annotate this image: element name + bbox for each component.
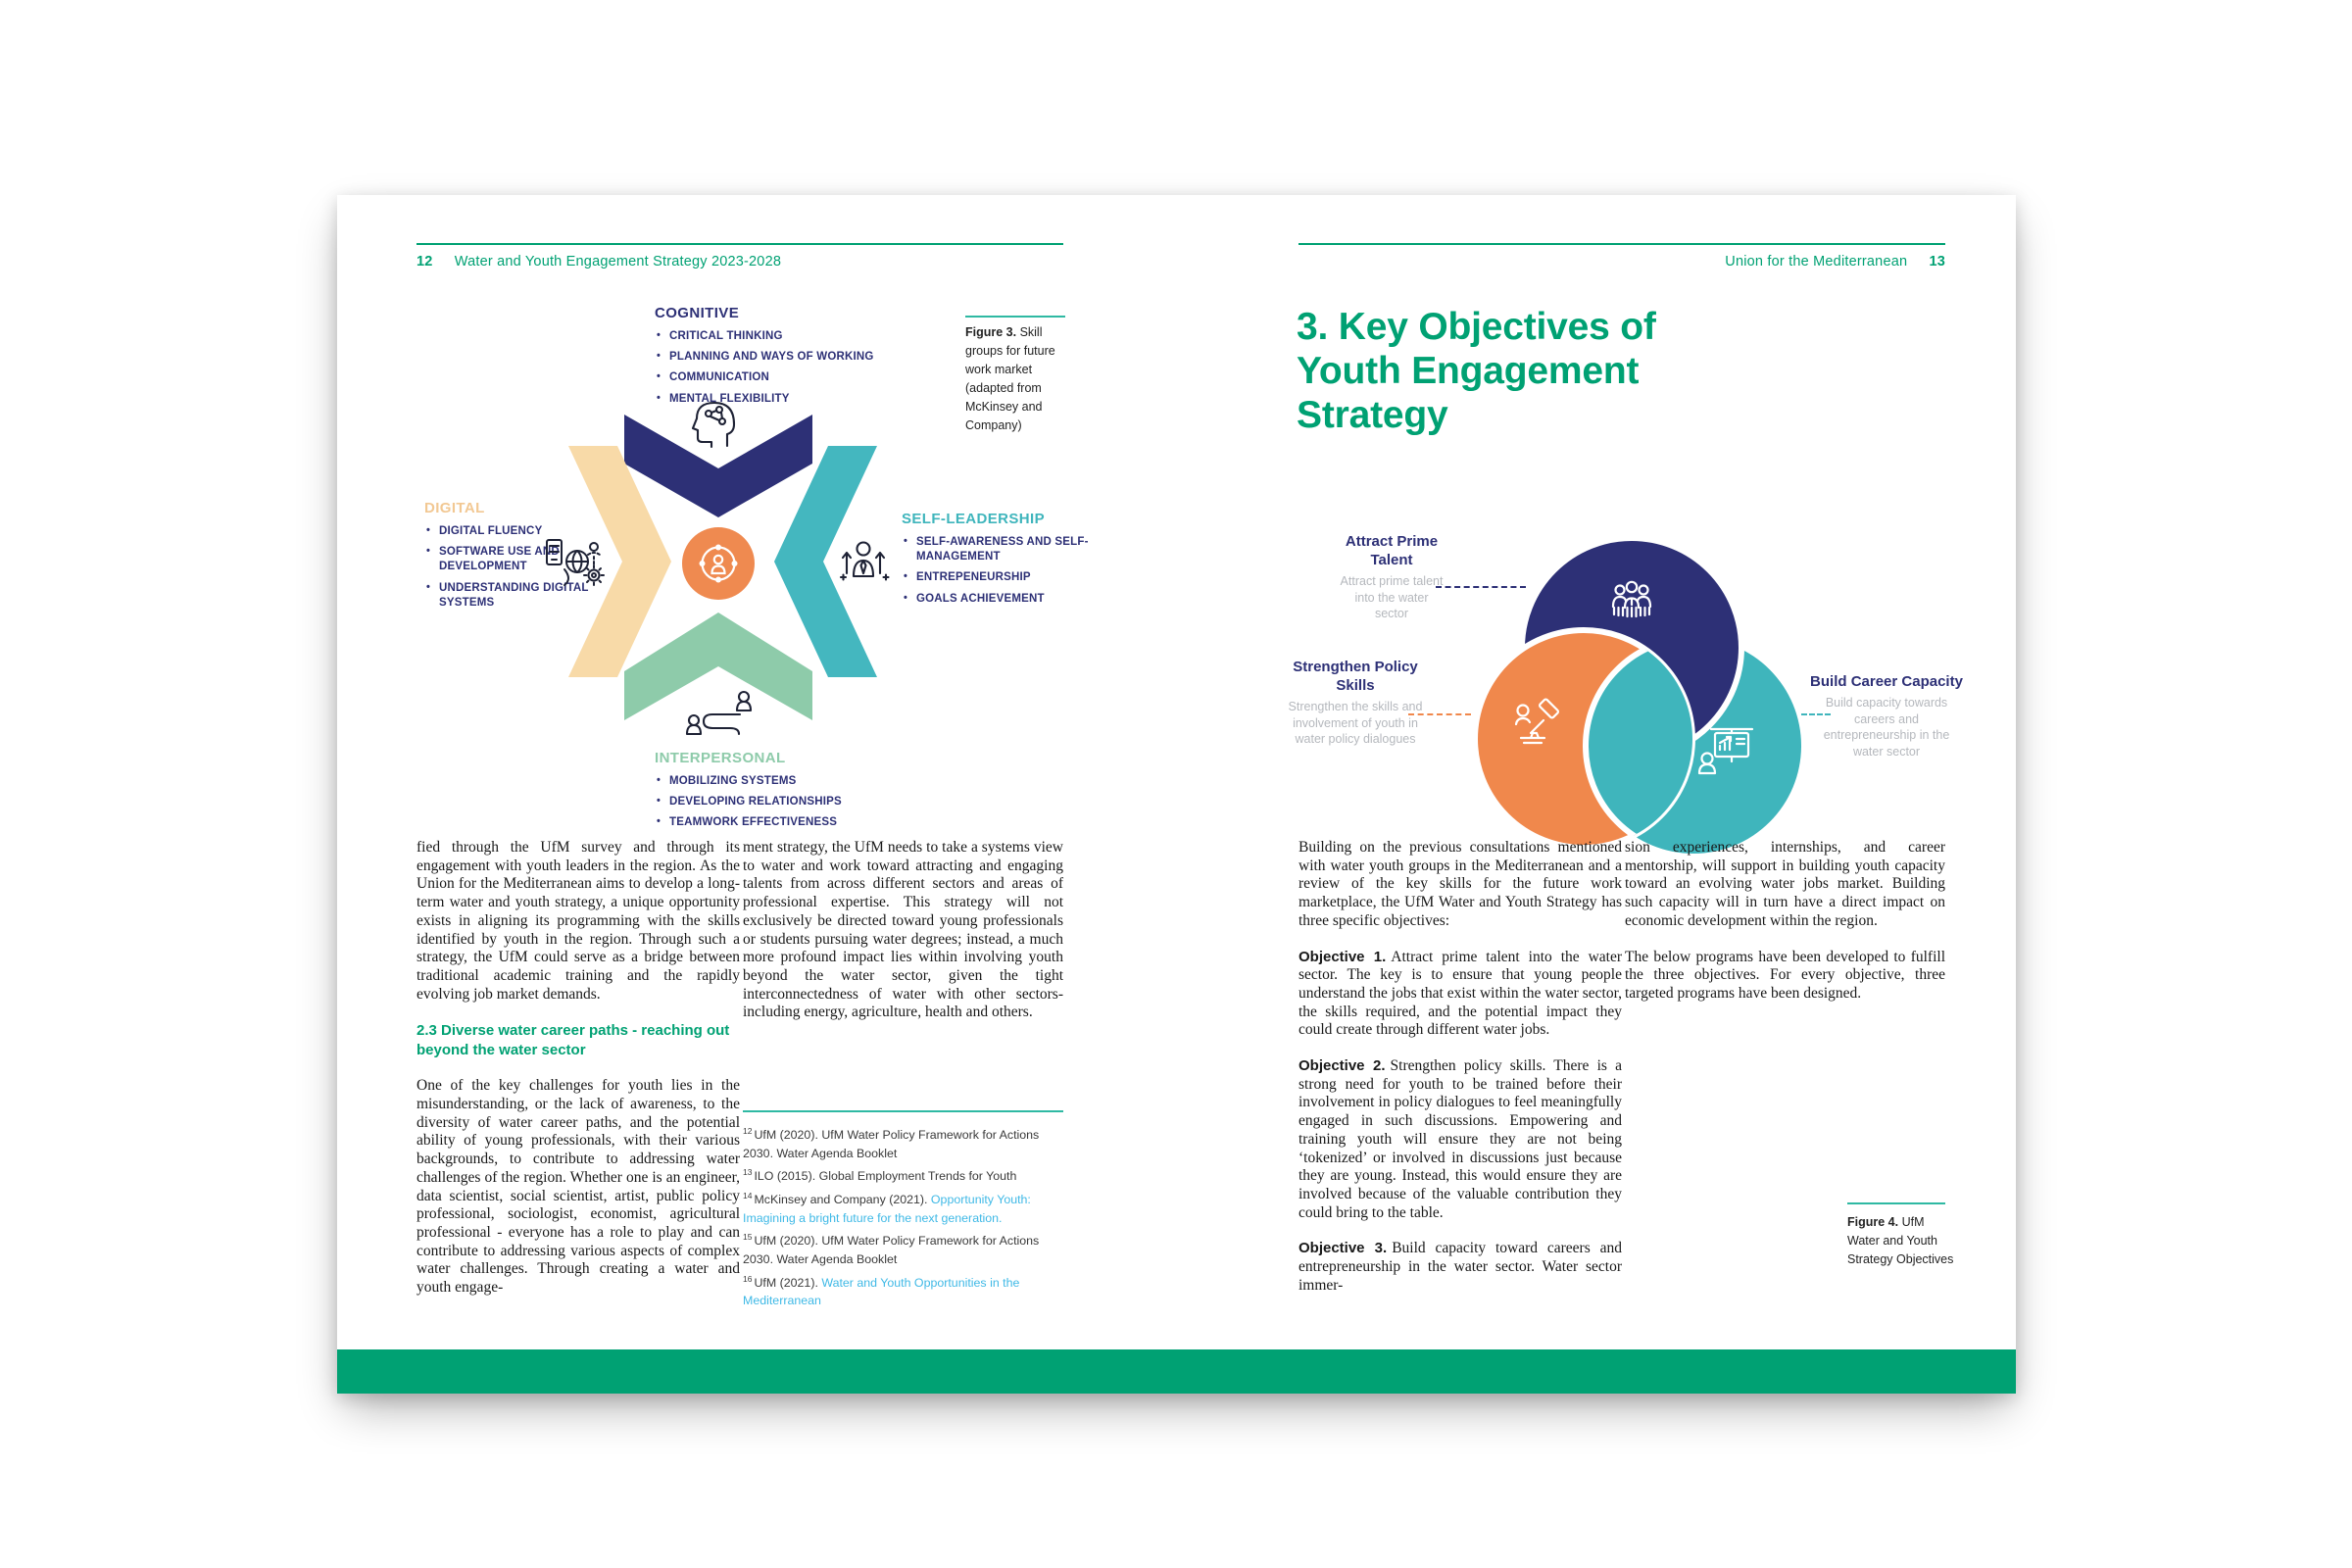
skill-item-label: CRITICAL THINKING: [669, 330, 783, 342]
footnote: [743, 1270, 1063, 1310]
chapter-title: 3. Key Objectives of Youth Engagement Strategy: [1297, 306, 1656, 436]
skill-item: [655, 350, 939, 365]
footnotes: [743, 1122, 1063, 1311]
venn-label-build: [1808, 672, 1965, 760]
body-paragraph: The below programs have been developed to fulfill the three objectives. For every objective, three targeted programs have been designed.: [1625, 948, 1945, 1002]
objective-paragraph: [1298, 949, 1622, 1041]
skill-item-label: TEAMWORK EFFECTIVENESS: [669, 816, 838, 829]
objective-label: Objective 2.: [1298, 1057, 1386, 1075]
objective-text: Build capacity toward careers and entrepreneurship in the water sector. Water sector immer-: [1298, 1240, 1622, 1294]
person-growth-icon: [841, 543, 889, 580]
right-header-rule: [1298, 243, 1945, 245]
venn-strengthen-sub: Strengthen the skills and involvement of youth in water policy dialogues: [1288, 700, 1423, 746]
footnote-number: 14: [743, 1191, 753, 1201]
figure4-rule: [1847, 1202, 1945, 1204]
venn-strengthen-title: Strengthen Policy Skills: [1293, 659, 1418, 694]
objective-paragraph: [1298, 1240, 1622, 1295]
skill-item: [655, 329, 939, 344]
figure3-text: Skill groups for future work market (adapted from McKinsey and Company): [965, 325, 1055, 432]
left-page-number: 12: [416, 254, 433, 270]
footnote-link[interactable]: Opportunity Youth: Imagining a bright future for the next generation.: [743, 1193, 1031, 1225]
body-paragraph: Building on the previous consultations mentioned with water youth groups in the Mediterranean and a review of the key skills for the future work marketplace, the UfM Water and Youth Strategy has three specific objectives:: [1298, 839, 1622, 929]
right-page-number: 13: [1929, 254, 1945, 270]
people-path-icon: [687, 692, 751, 734]
chevron-cognitive: [624, 415, 812, 517]
skill-item-label: SELF-AWARENESS AND SELF-MANAGEMENT: [916, 536, 1089, 564]
skill-item: [655, 795, 890, 809]
venn-attract-sub: Attract prime talent into the water sector: [1340, 574, 1444, 620]
objective-text: Strengthen policy skills. There is a strong need for youth to be trained before their involvement in policy dialogues to feel meaningfully engaged in such discussions. Empowering and training youth will ensure they are not being ‘tokenized’ or involved in discussions just because they are young. Instead, this would ensure they are involved because of the valuable contribution they could bring to the table.: [1298, 1057, 1622, 1221]
skill-item-label: ENTREPENEURSHIP: [916, 571, 1031, 584]
venn-svg: [1460, 524, 1813, 858]
right-header-title: Union for the Mediterranean: [1725, 254, 1908, 270]
figure4-caption: [1847, 1213, 1955, 1269]
digital-title: DIGITAL: [424, 500, 485, 516]
skill-item-label: PLANNING AND WAYS OF WORKING: [669, 351, 874, 364]
body-paragraph: fied through the UfM survey and through its engagement with youth leaders in the region. As the Union for the Mediterranean aims to develop a long-term water and youth strategy, a unique opportunity exists in aligning its programming with the skills identified by youth in the region. Through such a strategy, the UfM could serve as a bridge between traditional academic training and the rapidly evolving job market demands.: [416, 839, 740, 1003]
footnote: [743, 1122, 1063, 1162]
body-paragraph: sion experiences, internships, and career mentorship, will support in building youth capacity toward an evolving water jobs market. Building such capacity will in turn have a direct impact on economic development within the region.: [1625, 839, 1945, 929]
left-column-2: [743, 839, 1063, 1040]
skill-item: [655, 370, 939, 385]
page-spread: [337, 195, 2016, 1394]
footnote-number: 13: [743, 1167, 753, 1178]
objective-text: Attract prime talent into the water sector. The key is to ensure that young people understand the jobs that exist within the water sector, the skills required, and the potential impact they could create through different water jobs.: [1298, 948, 1622, 1039]
figure4-text: UfM Water and Youth Strategy Objectives: [1847, 1215, 1954, 1266]
skill-item-label: SOFTWARE USE AND DEVELOPMENT: [439, 546, 560, 573]
venn-label-attract: [1338, 532, 1446, 622]
footnote-text: UfM (2020). UfM Water Policy Framework for Actions 2030. Water Agenda Booklet: [743, 1234, 1040, 1267]
footnote-text: ILO (2015). Global Employment Trends for Youth: [754, 1169, 1017, 1184]
objectives-venn-diagram: [1460, 524, 1813, 858]
footnote: [743, 1228, 1063, 1268]
skill-item: [655, 815, 890, 830]
footnote-number: 16: [743, 1273, 753, 1284]
figure3-rule: [965, 316, 1065, 318]
skill-item: [902, 535, 1098, 564]
figure4-label: Figure 4.: [1847, 1215, 1899, 1229]
right-column-2: [1625, 839, 1945, 1021]
skill-item-label: GOALS ACHIEVEMENT: [916, 592, 1045, 605]
skill-item: [902, 592, 1098, 607]
footer-band: [337, 1349, 2016, 1394]
skill-item-label: MOBILIZING SYSTEMS: [669, 775, 797, 787]
footnote-rule: [743, 1110, 1063, 1112]
venn-label-strengthen: [1282, 658, 1429, 748]
objective-label: Objective 1.: [1298, 948, 1387, 965]
cognitive-title: COGNITIVE: [655, 305, 740, 321]
left-header-title: Water and Youth Engagement Strategy 2023-2028: [454, 254, 782, 270]
left-header-rule: [416, 243, 1063, 245]
objective-label: Objective 3.: [1298, 1240, 1388, 1257]
self-leadership-title: SELF-LEADERSHIP: [902, 511, 1046, 527]
left-running-header: [416, 254, 781, 270]
right-column-1: [1298, 839, 1622, 1312]
footnote-link[interactable]: Water and Youth Opportunities in the Mediterranean: [743, 1275, 1020, 1308]
right-running-header: [1298, 254, 1945, 270]
footnote-text: UfM (2020). UfM Water Policy Framework for Actions 2030. Water Agenda Booklet: [743, 1128, 1040, 1160]
objective-paragraph: [1298, 1057, 1622, 1222]
digital-tools-icon: [547, 540, 604, 585]
venn-build-sub: Build capacity towards careers and entrepreneurship in the water sector: [1823, 696, 1950, 759]
skills-diagram: [544, 392, 916, 767]
interpersonal-title: INTERPERSONAL: [655, 750, 786, 766]
section-heading: 2.3 Diverse water career paths - reaching out beyond the water sector: [416, 1022, 730, 1058]
skills-diagram-svg: [544, 392, 916, 767]
figure3-caption: [965, 323, 1068, 435]
left-column-1: [416, 839, 740, 1315]
body-paragraph: One of the key challenges for youth lies in the misunderstanding, or the lack of awareness, to the diversity of water career paths, and the potential ability of young professionals, with their various backgrounds, to contribute to addressing water challenges of the region. Whether one is an engineer, data scientist, social scientist, artist, public policy professional, sociologist, economist, agricultural professional - everyone has a role to play and can contribute to addressing various aspects of complex water challenges. Through creating a water and youth engage-: [416, 1077, 740, 1297]
figure3-label: Figure 3.: [965, 325, 1017, 339]
skill-item-label: MENTAL FLEXIBILITY: [669, 392, 790, 405]
footnote-number: 12: [743, 1126, 753, 1136]
brain-icon: [693, 403, 734, 447]
footnote-number: 15: [743, 1232, 753, 1243]
skill-item: [902, 570, 1098, 585]
venn-attract-title: Attract Prime Talent: [1345, 533, 1439, 568]
skill-item: [655, 774, 890, 789]
footnote: [743, 1187, 1063, 1227]
body-paragraph: ment strategy, the UfM needs to take a systems view to water and work toward attracting and engaging talents from across different sectors and areas of professional expertise. This strategy will not exclusively be directed toward young professionals or students pursuing water degrees; instead, a much more profound impact lies within involving youth beyond the water sector, given the tight interconnectedness of water with other sectors- including energy, agriculture, health and others.: [743, 839, 1063, 1021]
chevron-interpersonal: [624, 612, 812, 720]
footnote-text: UfM (2021).: [754, 1275, 822, 1290]
skill-item-label: DIGITAL FLUENCY: [439, 525, 543, 537]
footnote: [743, 1163, 1063, 1186]
skill-group-self-leadership: [902, 511, 1098, 612]
skill-item-label: UNDERSTANDING DIGITAL SYSTEMS: [439, 581, 589, 609]
skill-item-label: COMMUNICATION: [669, 371, 770, 384]
venn-build-title: Build Career Capacity: [1810, 673, 1963, 690]
footnote-text: McKinsey and Company (2021).: [754, 1193, 931, 1207]
skill-item-label: DEVELOPING RELATIONSHIPS: [669, 796, 842, 808]
